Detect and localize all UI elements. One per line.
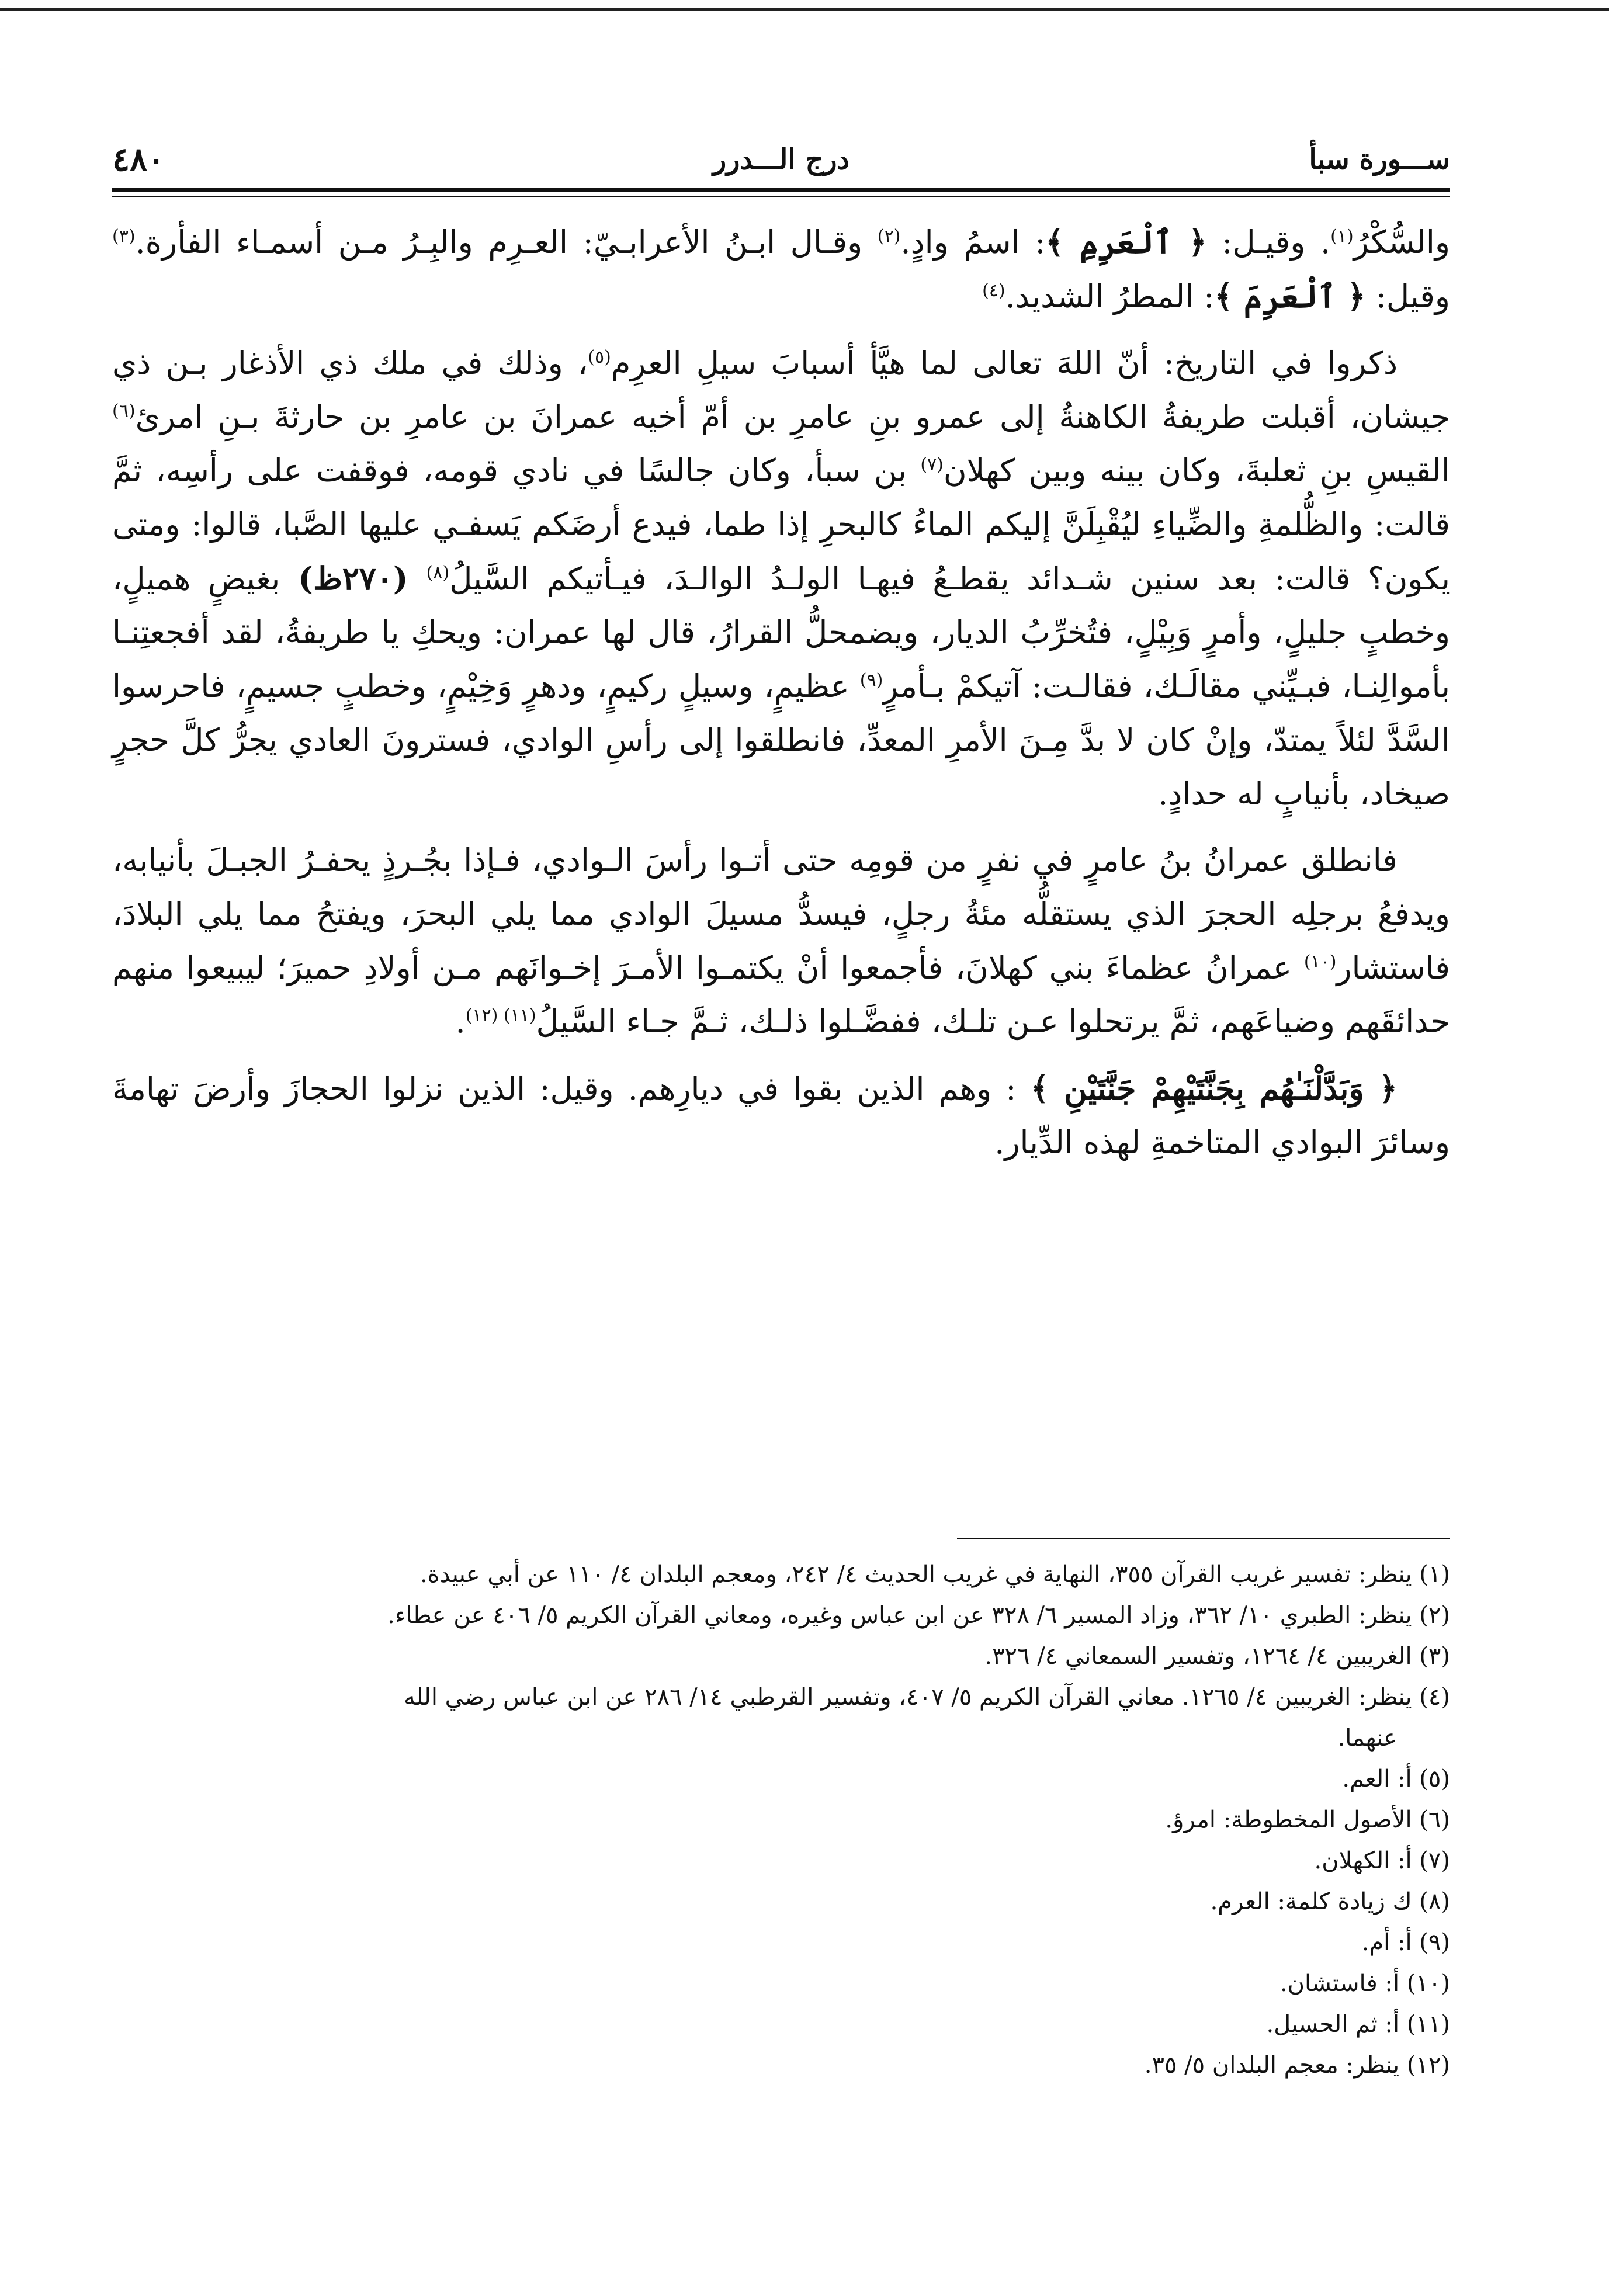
footnote-number: (١١) [1406,2011,1450,2038]
header-rule-thick [112,188,1450,192]
footnote-item [112,1840,1450,1881]
surah-title: ســـورة سبأ [1309,143,1450,176]
text-run: والسُّكْرُ [1353,224,1451,261]
footnote-number: (١) [1419,1561,1450,1588]
footnote-item [112,1963,1450,2004]
footnote-marker: (٦) [112,401,136,421]
footnote-marker: (٥) [588,347,611,367]
footnote-item [112,1595,1450,1636]
page-number: ٤٨٠ [112,140,165,179]
paragraph [112,215,1450,324]
text-run: عظيمٍ، وسيلٍ ركيمٍ، ودهرٍ وَخِيْمٍ، وخطبٍ جسيمٍ، فاحرسوا السَّدَّ لئلاً يمتدّ، وإنْ كان لا بدَّ مِـنَ الأمرِ المعدِّ، فانطلقوا إلى رأسِ الوادي، فسترونَ العادي يجرُّ كلَّ حجرٍ صيخاد، بأنيابٍ له حدادٍ. [112,668,1450,812]
page-header [112,139,1450,180]
footnote-continuation: عنهما. [1337,1725,1398,1752]
footnote-item [112,2045,1450,2086]
quran-verse: ﴿ وَبَدَّلْنَـٰهُم بِجَنَّتَيْهِمْ جَنَّتَيْنِ ﴾ [1030,1070,1398,1107]
footnote-number: (٧) [1419,1847,1450,1874]
text-run: . وقيـل: [1206,224,1331,261]
footnote-item [112,1636,1450,1677]
text-run: بن سبأ، وكان جالسًا في نادي قومه، فوقفت على رأسِه، ثمَّ قالت: والظُّلمةِ والضِّياءِ ليُقْبِلَنَّ إليكم الماءُ كالبحرِ إذا طما، فيدع أرضَكم يَسفـي عليها الصَّبا، قالوا: ومتى يكون؟ قالت: بعد سنين شـدائد يقطـعُ فيهـا الولـدُ الوالـدَ، فيـأتيكم السَّيلُ [112,452,1451,597]
text-run: وقيل: [1365,278,1450,315]
footnote-number: (١٢) [1406,2052,1450,2079]
footnote-item [112,1881,1450,1922]
footnote-text: أ: أم. [1361,1929,1412,1956]
text-run: بغيضٍ هميلٍ، وخطبٍ جليلٍ، وأمرٍ وَبِيْلٍ، فتُخرِّبُ الديار، ويضمحلُّ القرارُ، قال لها عمران: ويحكِ يا طريفةُ، لقد أفجعتِنـا بأموالِنـا، فبـيِّني مقالَـك، فقالـت: آتيكمْ بـأمرٍ [112,560,1451,705]
text-run: عمرانُ عظماءَ بني كهلانَ، فأجمعوا أنْ يكتمـوا الأمـرَ إخـوانَهم مـن أولادِ حميرَ؛ ليبيعوا منهم حدائقَهم وضياعَهم، ثمَّ يرتحلوا عـن تلـك، ففضَّـلوا ذلـك، ثـمَّ جـاء السَّيلُ [112,949,1450,1040]
footnote-text: أ: فاستشان. [1279,1970,1400,1997]
footnote-item [112,1759,1450,1799]
top-edge-line [0,8,1609,11]
footnote-number: (٥) [1419,1766,1450,1792]
book-title: درج الـــدرر [713,143,849,176]
footnote-item [112,1677,1450,1718]
footnote-marker: (٣) [112,226,136,247]
paragraph [112,1062,1450,1170]
text-run: : وهم الذين بقوا في ديارِهم. وقيل: الذين نزلوا الحجازَ وأرضَ تهامةَ وسائرَ البوادي المتاخمةِ لهذه الدِّيار. [112,1070,1450,1161]
footnote-item [112,1922,1450,1963]
quran-verse: ﴿ ٱلْعَرِمِ ﴾ [1045,223,1207,261]
text-run: : المطرُ الشديد. [1005,278,1215,315]
text-run: ذكروا في التاريخ: أنّ اللهَ تعالى لما هيَّأ أسبابَ سيلِ العرِم [611,345,1398,381]
paragraph [112,834,1450,1049]
footnote-text: الأصول المخطوطة: امرؤ. [1165,1806,1412,1833]
footnote-item [112,1554,1450,1595]
footnotes [112,1554,1450,2086]
footnote-marker: (٤) [982,280,1005,301]
footnote-number: (١٠) [1406,1970,1450,1997]
header-rule-thin [112,196,1450,197]
text-run: . [455,1003,466,1040]
footnote-number: (٦) [1419,1806,1450,1833]
footnote-text: ينظر: الطبري ١٠/ ٣٦٢، وزاد المسير ٦/ ٣٢٨ عن ابن عباس وغيره، ومعاني القرآن الكريم ٥/ ٤٠٦ عن عطاء. [387,1602,1412,1629]
footnote-number: (٣) [1419,1643,1450,1670]
footnote-marker: (١٠) [1303,952,1337,972]
footnote-number: (٢) [1419,1602,1450,1629]
text-run: وقـال ابـنُ الأعرابـيّ: العـرِم والبِـرُ مـن أسمـاء الفأرة. [135,224,878,261]
text-run: ، وذلك في ملك ذي الأذغار بـن ذي جيشان، أقبلت طريفةُ الكاهنةُ إلى عمرو بنِ عامرِ بن أمّ أخيه عمرانَ بن عامرِ بن حارثةَ بـنِ امرئ [112,345,1450,435]
footnote-marker: (٧) [920,455,944,475]
main-text [112,215,1450,1182]
footnote-marker: (١١) (١٢) [465,1005,536,1026]
footnote-text: ينظر: الغريبين ٤/ ١٢٦٥. معاني القرآن الكريم ٥/ ٤٠٧، وتفسير القرطبي ١٤/ ٢٨٦ عن ابن عباس رضي الله [403,1684,1412,1711]
footnote-item [112,2004,1450,2045]
text-run: فانطلق عمرانُ بنُ عامرٍ في نفرٍ من قومِه حتى أتـوا رأسَ الـوادي، فـإذا بجُـرذٍ يحفـرُ الجبـلَ بأنيابه، ويدفعُ برجلِه الحجرَ الذي يستقلُّه مئةُ رجلٍ، فيسدُّ مسيلَ الوادي مما يلي البحرَ، ويفتحُ مما يلي البلادَ، فاستشار [112,842,1450,986]
footnote-number: (٨) [1419,1888,1450,1915]
text-run: : اسمُ وادٍ. [900,224,1046,261]
footnote-text: أ: الكهلان. [1314,1847,1412,1874]
footnote-separator [957,1538,1450,1539]
footnote-marker: (٨) [426,563,450,583]
footnote-number: (٤) [1419,1684,1450,1711]
footnote-item [112,1799,1450,1840]
quran-verse: ﴿ ٱلْعَرِمَ ﴾ [1214,278,1366,315]
manuscript-folio-marker: (٢٧٠ظ) [280,560,426,597]
paragraph [112,337,1450,821]
footnote-text: أ: ثم الحسيل. [1266,2011,1400,2038]
footnote-text: أ: العم. [1342,1766,1412,1792]
footnote-marker: (١) [1330,226,1354,247]
footnote-marker: (٩) [859,670,883,691]
text-run: القيسِ بنِ ثعلبةَ، وكان بينه وبين كهلان [943,452,1450,489]
footnote-text: ك زيادة كلمة: العرم. [1210,1888,1412,1915]
footnote-number: (٩) [1419,1929,1450,1956]
footnote-marker: (٢) [877,226,901,247]
footnote-text: الغريبين ٤/ ١٢٦٤، وتفسير السمعاني ٤/ ٣٢٦. [984,1643,1412,1670]
footnote-text: ينظر: معجم البلدان ٥/ ٣٥. [1144,2052,1400,2079]
footnote-text: ينظر: تفسير غريب القرآن ٣٥٥، النهاية في غريب الحديث ٤/ ٢٤٢، ومعجم البلدان ٤/ ١١٠ عن أبي عبيدة. [419,1561,1412,1588]
